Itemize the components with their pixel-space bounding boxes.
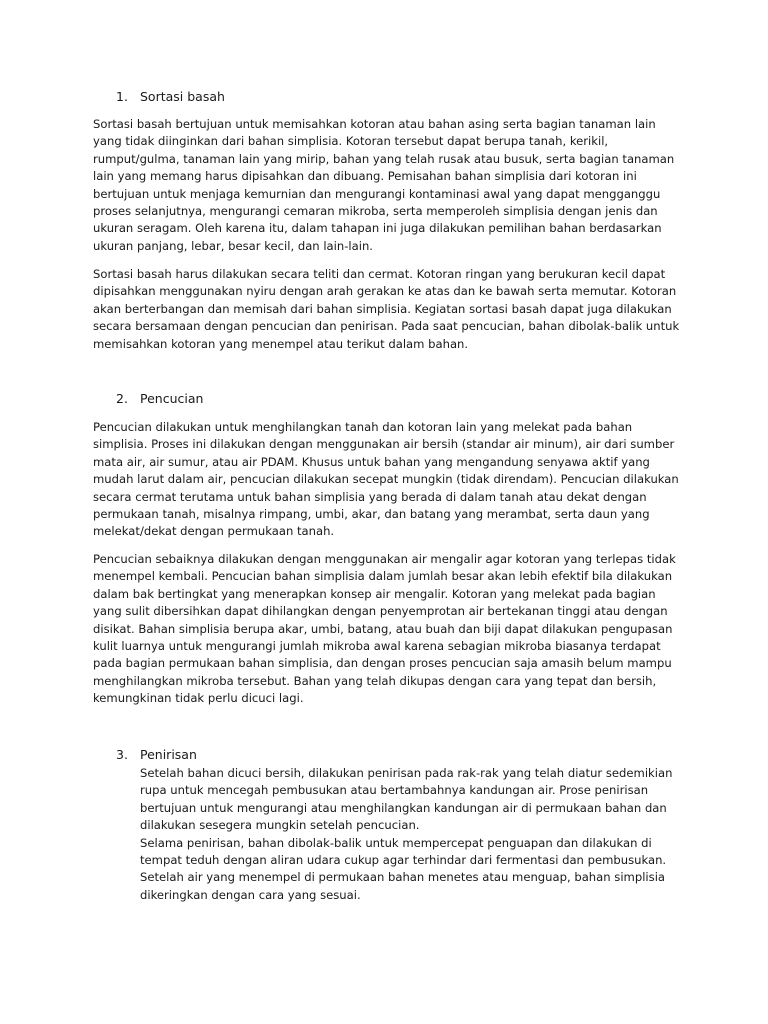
section-heading-penirisan: 3. Penirisan <box>116 747 197 762</box>
section-heading-pencucian: 2. Pencucian <box>116 391 204 406</box>
paragraph: Setelah bahan dicuci bersih, dilakukan penirisan pada rak-rak yang telah diatur sedemikian rupa untuk mencegah pembusukan atau bertambahnya kandungan air. Prose penirisan bertujuan untuk mengurangi atau menghilangkan kandungan air di permukaan bahan dan dilakukan sesegera mungkin setelah pencucian. Selama penirisan, bahan dibolak-balik untuk mempercepat penguapan dan dilakukan di tempat teduh dengan aliran udara cukup agar terhindar dari fermentasi dan pembusukan. Setelah air yang menempel di permukaan bahan menetes atau menguap, bahan simplisia dikeringkan dengan cara yang sesuai. <box>140 766 673 902</box>
paragraph: Sortasi basah bertujuan untuk memisahkan kotoran atau bahan asing serta bagian tanaman lain yang tidak diinginkan dari bahan simplisia. Kotoran tersebut dapat berupa tanah, kerikil, rumput/gulma, tanaman lain yang mirip, bahan yang telah rusak atau busuk, serta bagian tanaman lain yang memang harus dipisahkan dan dibuang. Pemisahan bahan simplisia dari kotoran ini bertujuan untuk menjaga kemurnian dan mengurangi kontaminasi awal yang dapat mengganggu proses selanjutnya, mengurangi cemaran mikroba, serta memperoleh simplisia dengan jenis dan ukuran seragam. Oleh karena itu, dalam tahapan ini juga dilakukan pemilihan bahan berdasarkan ukuran panjang, lebar, besar kecil, dan lain-lain. <box>93 117 675 253</box>
section-heading-sortasi-basah: 1. Sortasi basah <box>116 89 225 104</box>
paragraph: Pencucian sebaiknya dilakukan dengan menggunakan air mengalir agar kotoran yang terlepas tidak menempel kembali. Pencucian bahan simplisia dalam jumlah besar akan lebih efektif bila dilakukan dalam bak bertingkat yang menerapkan konsep air mengalir. Kotoran yang melekat pada bagian yang sulit dibersihkan dapat dihilangkan dengan penyemprotan air bertekanan tinggi atau dengan disikat. Bahan simplisia berupa akar, umbi, batang, atau buah dan biji dapat dilakukan pengupasan kulit luarnya untuk mengurangi jumlah mikroba awal karena sebagian mikroba biasanya terdapat pada bagian permukaan bahan simplisia, dan dengan proses pencucian saja amasih belum mampu menghilangkan mikroba tersebut. Bahan yang telah dikupas dengan cara yang tepat dan bersih, kemungkinan tidak perlu dicuci lagi. <box>93 552 676 706</box>
paragraph: Sortasi basah harus dilakukan secara teliti dan cermat. Kotoran ringan yang berukuran kecil dapat dipisahkan menggunakan nyiru dengan arah gerakan ke atas dan ke bawah serta memutar. Kotoran akan berterbangan dan memisah dari bahan simplisia. Kegiatan sortasi basah dapat juga dilakukan secara bersamaan dengan pencucian dan penirisan. Pada saat pencucian, bahan dibolak-balik untuk memisahkan kotoran yang menempel atau terikut dalam bahan. <box>93 267 680 351</box>
paragraph: Pencucian dilakukan untuk menghilangkan tanah dan kotoran lain yang melekat pada bahan simplisia. Proses ini dilakukan dengan menggunakan air bersih (standar air minum), air dari sumber mata air, air sumur, atau air PDAM. Khusus untuk bahan yang mengandung senyawa aktif yang mudah larut dalam air, pencucian dilakukan secepat mungkin (tidak direndam). Pencucian dilakukan secara cermat terutama untuk bahan simplisia yang berada di dalam tanah atau dekat dengan permukaan tanah, misalnya rimpang, umbi, akar, dan batang yang merambat, serta daun yang melekat/dekat dengan permukaan tanah. <box>93 420 679 539</box>
